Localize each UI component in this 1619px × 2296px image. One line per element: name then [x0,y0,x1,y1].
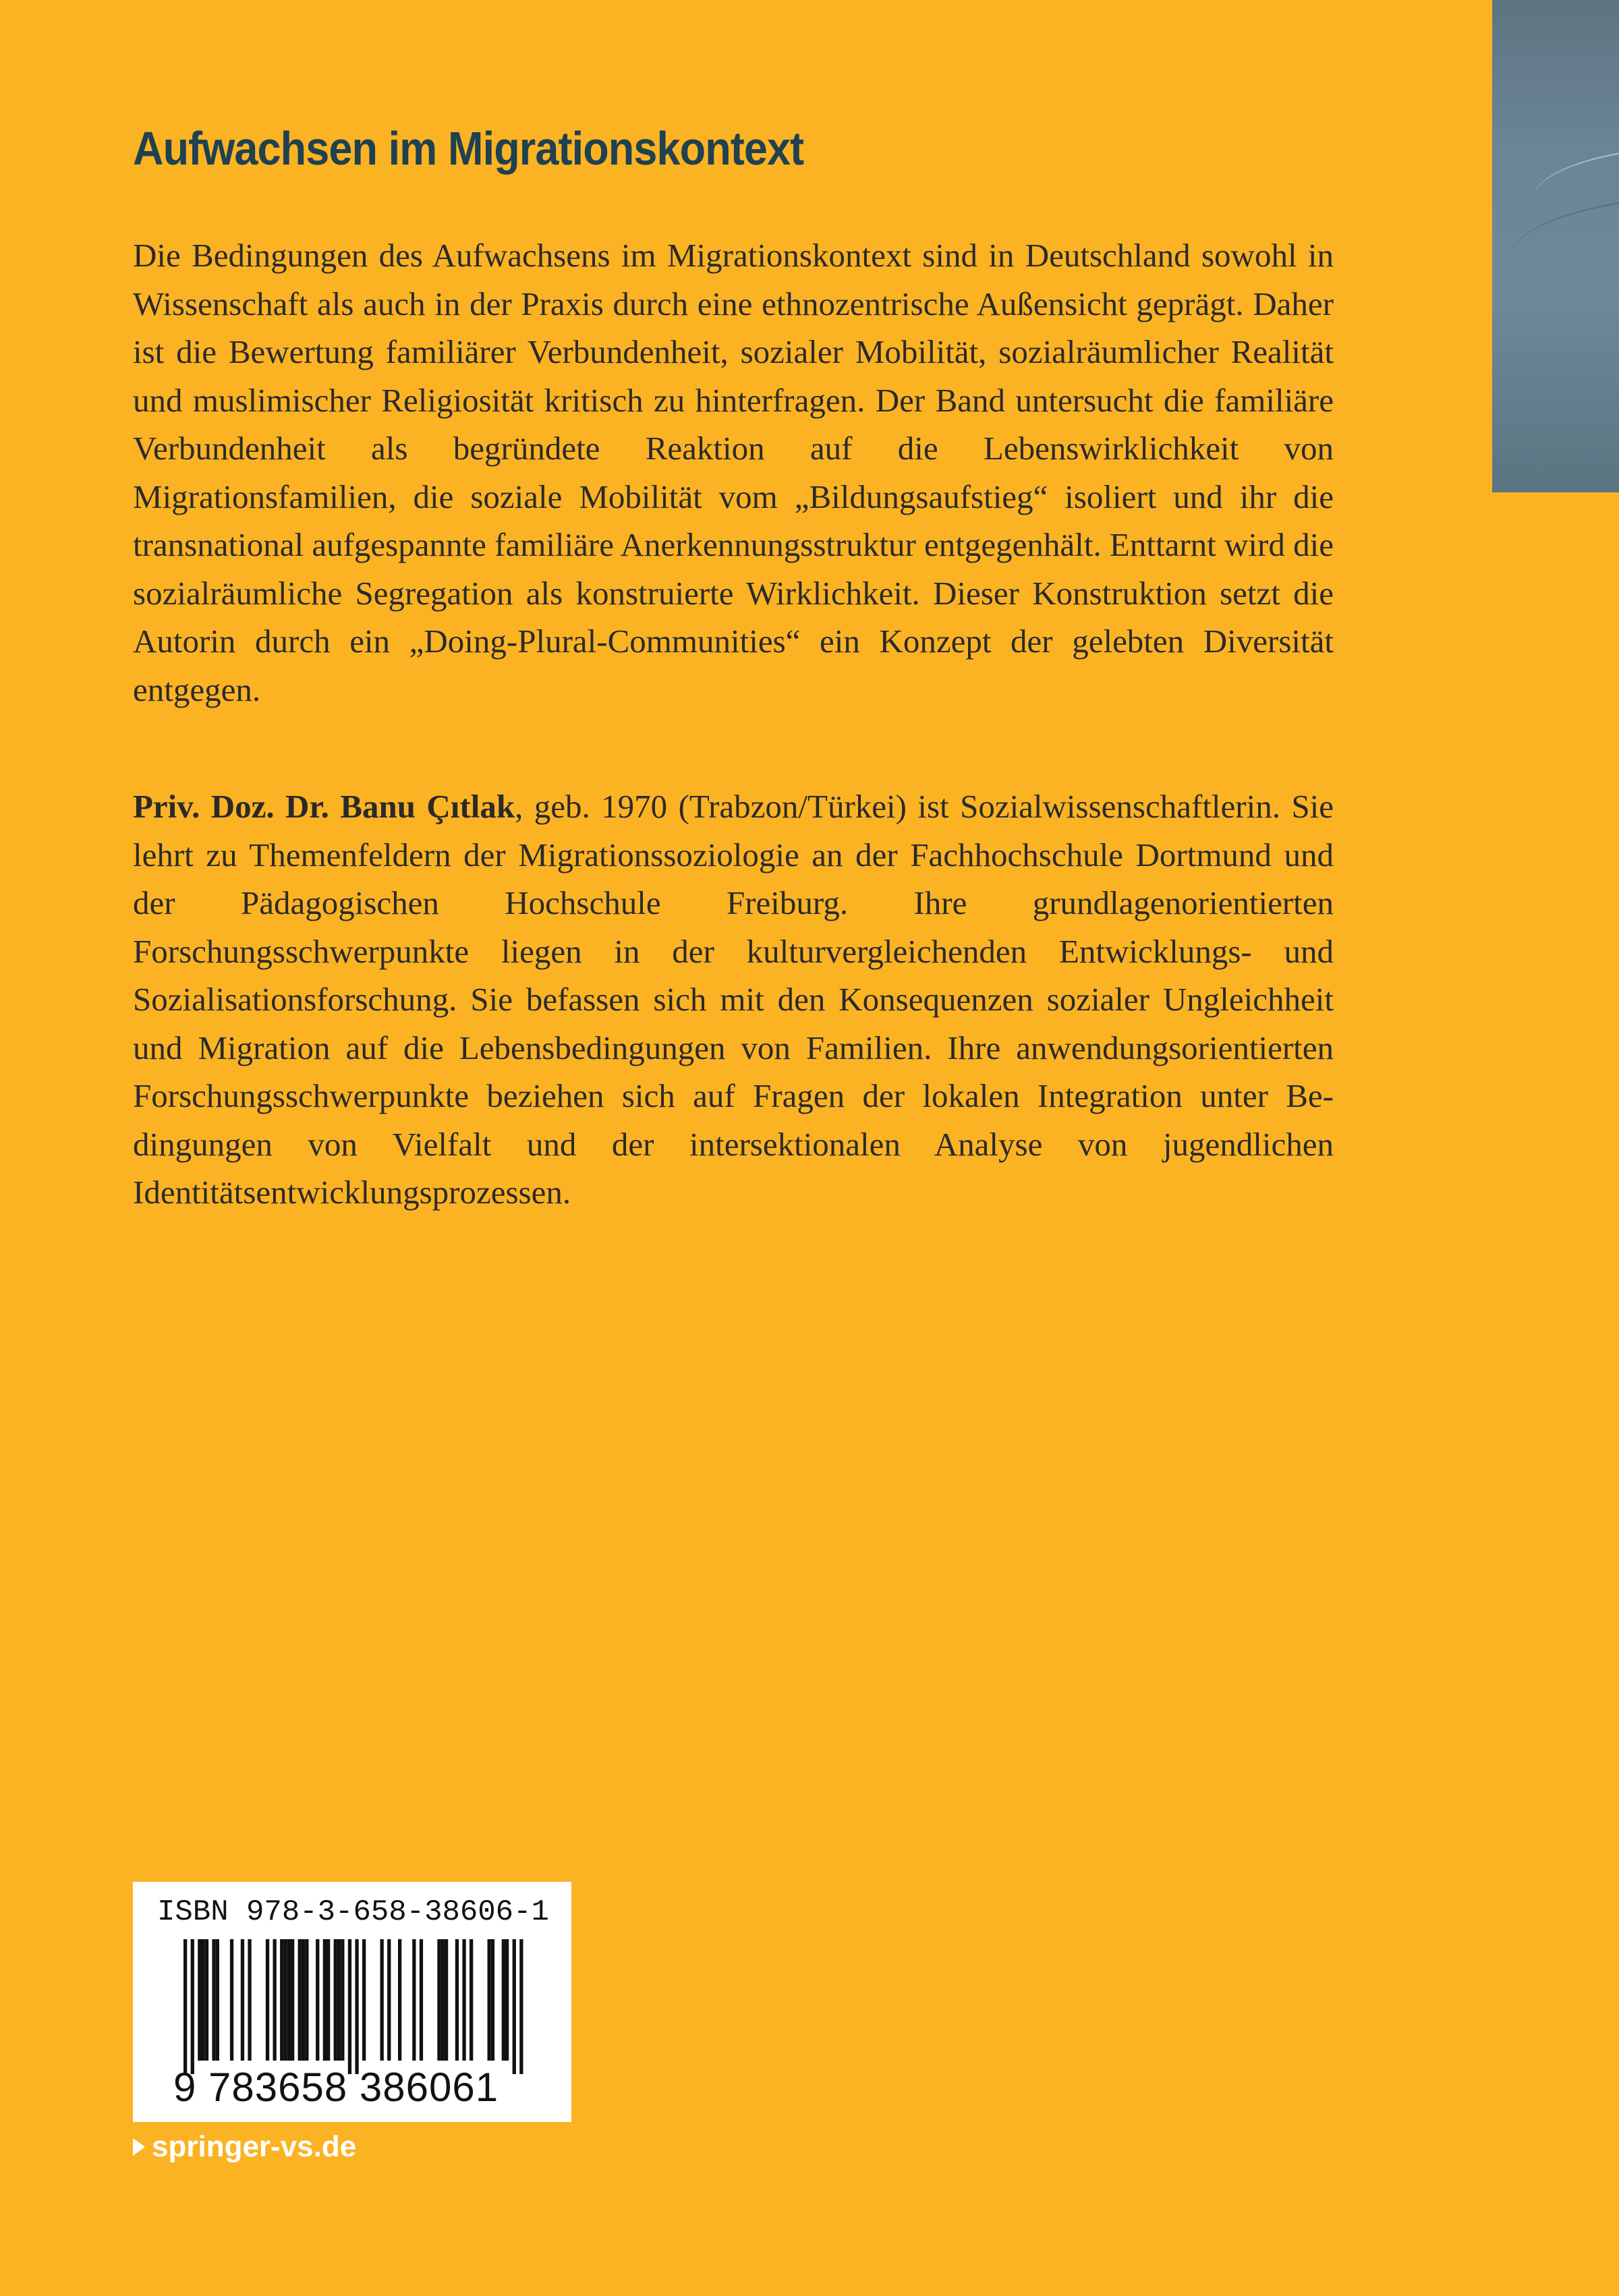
barcode-bar [191,1939,194,2074]
author-name: Priv. Doz. Dr. Banu Çıtlak [133,788,515,825]
barcode-bar [362,1939,366,2061]
accent-arc-dark [1506,196,1619,332]
barcode-bar [273,1939,277,2061]
barcode-bar [266,1939,269,2061]
barcode-bar [412,1939,416,2061]
barcode-bar [287,1939,291,2061]
cover-accent-panel [1492,0,1619,492]
barcode-bar [398,1939,401,2061]
barcode-bar [462,1939,465,2061]
barcode-bar [491,1939,494,2061]
barcode-bar [326,1939,330,2061]
barcode-bar [302,1939,305,2061]
barcode-bar [341,1939,344,2061]
barcode-bar [470,1939,473,2061]
barcode-bar [420,1939,423,2061]
barcode-bar [488,1939,491,2061]
publisher-link[interactable] [133,2130,356,2164]
barcode-bar [280,1939,283,2061]
barcode-bar [323,1939,326,2061]
barcode-bar [198,1939,201,2061]
barcode-bar [505,1939,509,2061]
book-title: Aufwachsen im Migrationskontext [133,122,804,175]
barcode-bar [441,1939,445,2061]
publisher-url: springer-vs.de [152,2130,357,2163]
barcode-bar [387,1939,391,2061]
barcode-bar [216,1939,219,2061]
barcode-bar [202,1939,205,2061]
barcode-bar [183,1939,187,2074]
barcode-bar [455,1939,459,2061]
barcode-bars [170,1939,548,2074]
isbn-label: ISBN 978-3-658-38606-1 [157,1895,549,1929]
barcode-bar [348,1939,351,2074]
barcode-bar [380,1939,384,2061]
barcode-bar [513,1939,516,2074]
barcode-bar [298,1939,302,2061]
barcode-bar [305,1939,308,2061]
barcode-bar [291,1939,294,2061]
author-bio-text: , geb. 1970 (Trabzon/Türkei) ist Sozialwissenschaftlerin. Sie lehrt zu Themenfeldern der Migrationssoziologie an der Fachhochschule Dortmund und der Pädagogischen Hochschule Freiburg. Ihre grundlagenorientierten Forschungsschwerpunkte liegen in der kulturvergleichenden Entwicklungs- und Sozialisationsforschung. Sie befassen sich mit den Konsequenzen sozialer Ungleichheit und Migration auf die Lebensbedingungen von Familien. Ihre anwendungsorientierten Forschungsschwerpunkte beziehen sich auf Fragen der lokalen Integration unter Bedingungen von Vielfalt und der intersektionalen Analyse von jugendlichen Identitätsentwicklungsprozessen. [133,788,1334,1211]
barcode-bar [337,1939,341,2061]
barcode-bar [205,1939,208,2061]
barcode-bar [316,1939,319,2061]
barcode-bar [334,1939,337,2061]
isbn-barcode [133,1882,571,2122]
play-arrow-icon [133,2138,145,2156]
book-description: Die Bedingungen des Aufwachsens im Migrationskontext sind in Deutschland sowohl in Wissenschaft als auch in der Praxis durch eine ethnozentrische Außensicht geprägt. Daher ist die Bewertung familiärer Verbundenheit, sozialer Mobilität, sozialräumlicher Realität und muslimischer Religiosität kritisch zu hinterfragen. Der Band untersucht die familiäre Verbundenheit als begründete Reaktion auf die Lebenswirklichkeit von Migrationsfamilien, die soziale Mobilität vom „Bildungsaufstieg“ isoliert und ihr die transnational aufgespannte familiäre Anerkennungsstruktur entgegenhält. Enttarnt wird die sozialräumliche Segregation als konstruierte Wirklichkeit. Dieser Konstruktion setzt die Autorin durch ein „Doing-Plural-Communities“ ein Konzept der gelebten Diversität entgegen. [133,237,1334,708]
author-bio [133,782,1334,1217]
barcode-bar [355,1939,358,2074]
barcode-bar [230,1939,233,2061]
barcode-bar [502,1939,505,2061]
barcode-bar [445,1939,448,2061]
barcode-bar [248,1939,251,2061]
barcode-bar [283,1939,287,2061]
barcode-bar [437,1939,441,2061]
barcode-bar [519,1939,523,2074]
barcode-bar [212,1939,215,2061]
barcode-digits: 9 783658 386061 [173,2065,499,2110]
barcode-bar [241,1939,244,2061]
